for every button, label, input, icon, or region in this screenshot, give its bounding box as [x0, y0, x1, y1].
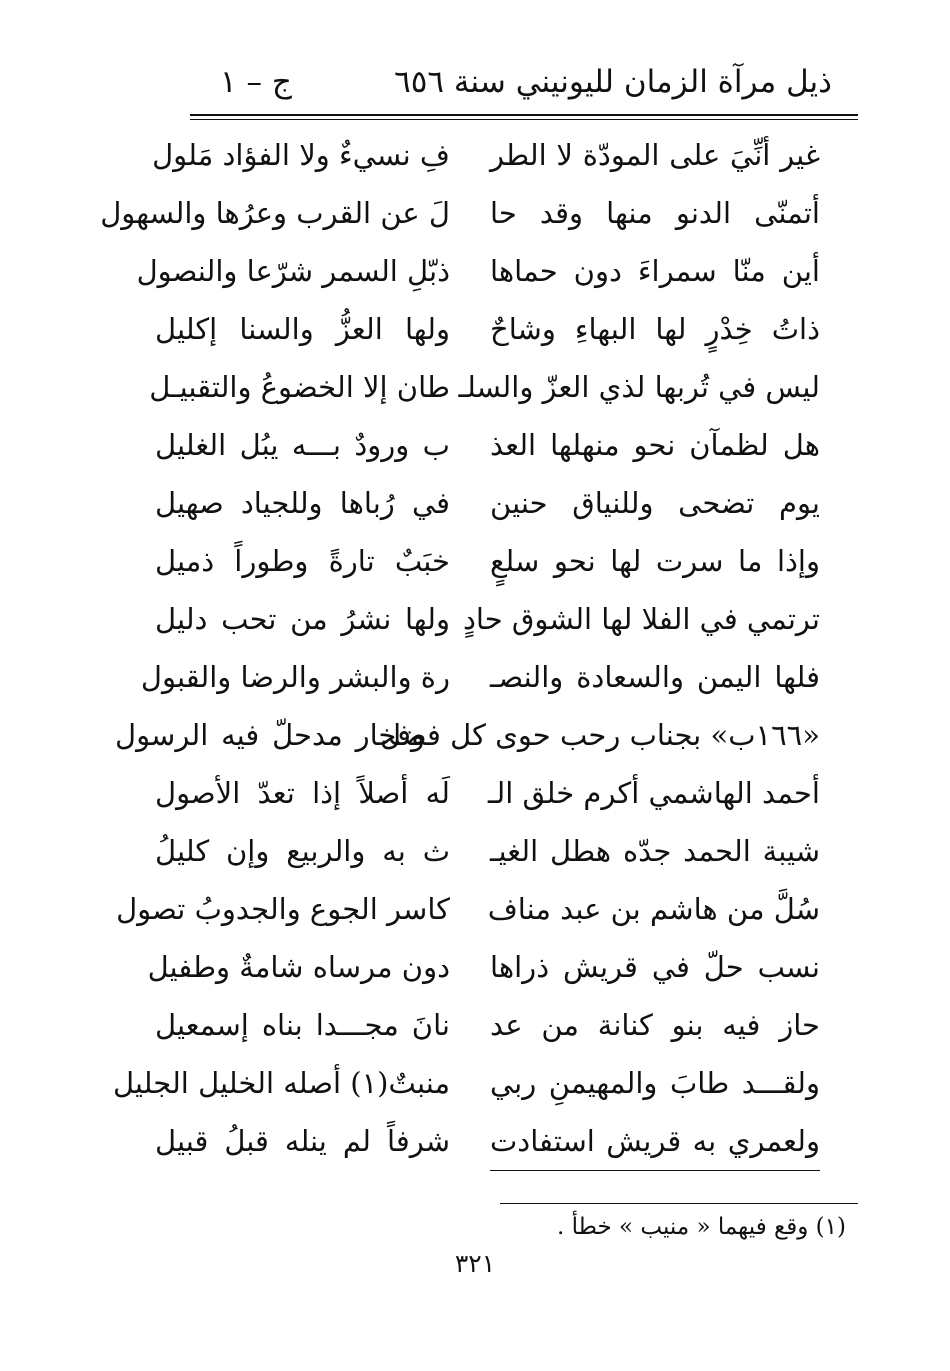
verse-first-hemistich: شيبة الحمد جدّه هطل الغيـ [490, 834, 820, 868]
footnote: (١) وقع فيهما « منيب » خطأ . [556, 1214, 846, 1240]
verse-second-hemistich: فِ نسيءٌ ولا الفؤاد مَلول [152, 138, 450, 172]
verse-second-hemistich: لَ عن القرب وعرُها والسهول [100, 196, 450, 230]
verse [0, 1112, 950, 1170]
verse [0, 126, 950, 184]
verse-second-hemistich: كاسر الجوع والجدوبُ تصول [116, 892, 450, 926]
verse-second-hemistich: دون مرساه شامةٌ وطفيل [147, 950, 450, 984]
verse-first-hemistich: أتمنّى الدنو منها وقد حا [490, 196, 820, 230]
verse-first-hemistich: ليس في تُربها لذي العزّ والسلـ [458, 370, 820, 404]
verse [0, 242, 950, 300]
verse [0, 822, 950, 880]
verse-first-hemistich: ذاتُ خِدْرٍ لها البهاءِ وشاحٌ [490, 312, 820, 346]
verse-first-hemistich: حاز فيه بنو كنانة من عد [490, 1008, 820, 1042]
verse-first-hemistich: ولقـــد طابَ والمهيمنِ ربي [490, 1066, 820, 1100]
verse [0, 880, 950, 938]
verse [0, 416, 950, 474]
header-rule [190, 114, 858, 120]
verse-first-hemistich: وإذا ما سرت لها نحو سلعٍ [490, 544, 820, 578]
running-header [190, 58, 832, 106]
verse [0, 474, 950, 532]
volume-number: ج – ١ [220, 64, 292, 100]
verse-second-hemistich: منبتٌ(١) أصله الخليل الجليل [112, 1066, 450, 1100]
verse-second-hemistich: ث به والربيع وإن كليلُ [155, 834, 450, 868]
verse-second-hemistich: لَه أصلاً إذا تعدّ الأصول [155, 776, 450, 810]
verse-first-hemistich: نسب حلّ في قريش ذراها [490, 950, 820, 984]
verse [0, 764, 950, 822]
verse-second-hemistich: شرفاً لم ينله قبلُ قبيل [155, 1124, 450, 1158]
verse [0, 648, 950, 706]
verse [0, 590, 950, 648]
verse-second-hemistich: ولها نشرُ من تحب دليل [155, 602, 450, 636]
verse-first-hemistich: ولعمري به قريش استفادت [490, 1112, 820, 1171]
verse-first-hemistich: غير أنِّيَ على المودّة لا الطر [490, 138, 820, 172]
verse-second-hemistich: ولها العزُّ والسنا إكليل [155, 312, 450, 346]
verse [0, 358, 950, 416]
verse-second-hemistich: ذبّلِ السمر شرّعا والنصول [136, 254, 450, 288]
verse [0, 1054, 950, 1112]
verse [0, 184, 950, 242]
verse [0, 532, 950, 590]
page-number: ٣٢١ [454, 1249, 496, 1278]
verse-second-hemistich: نانَ مجـــدا بناه إسمعيل [155, 1008, 450, 1042]
verse-first-hemistich: أين منّا سمراءَ دون حماها [490, 254, 820, 288]
verse-first-hemistich: سُلَّ من هاشم بن عبد مناف [487, 892, 820, 926]
verse [0, 996, 950, 1054]
verse-second-hemistich: رة والبشر والرضا والقبول [140, 660, 450, 694]
verse-second-hemistich: في رُباها وللجياد صهيل [155, 486, 450, 520]
verse-first-hemistich: هل لظمآن نحو منهلها العذ [490, 428, 820, 462]
verse-first-hemistich: ترتمي في الفلا لها الشوق حادٍ [462, 602, 820, 636]
verse-first-hemistich: فلها اليمن والسعادة والنصـ [490, 660, 820, 694]
verse [0, 938, 950, 996]
book-title: ذيل مرآة الزمان لليونيني سنة ٦٥٦ [394, 64, 832, 100]
footnote-rule [500, 1203, 858, 1204]
verse-first-hemistich: يوم تضحى وللنياق حنين [490, 486, 820, 520]
verse-second-hemistich: طان إلا الخضوعُ والتقبيـل [149, 370, 450, 404]
verse-first-hemistich: أحمد الهاشمي أكرم خلق الـ [487, 776, 820, 810]
verse-first-hemistich: «١٦٦ب» بجناب رحب حوى كل فضل [379, 718, 820, 752]
verse [0, 300, 950, 358]
verse-second-hemistich: خبَبٌ تارةً وطوراً ذميل [155, 544, 450, 578]
verse [0, 706, 950, 764]
verse-second-hemistich: ب ورودٌ بـــه يبُل الغليل [155, 428, 450, 462]
verse-second-hemistich: وفخار مدحلّ فيه الرسول [115, 718, 425, 752]
